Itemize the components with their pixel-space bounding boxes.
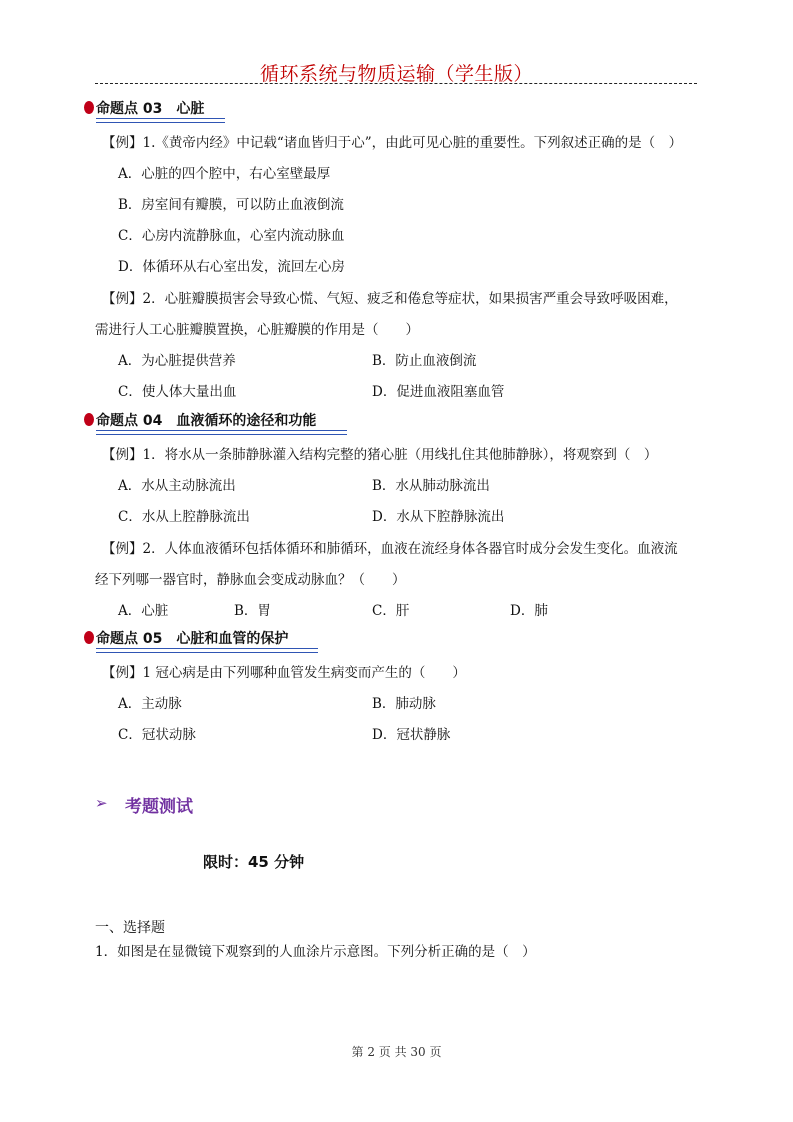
test-question-1: 1．如图是在显微镜下观察到的人血涂片示意图。下列分析正确的是（ ） [95, 944, 536, 960]
question-stem: 【例】1 冠心病是由下列哪种血管发生病变而产生的（ ） [102, 665, 466, 681]
test-section-heading [95, 792, 295, 816]
option-d: D．水从下腔静脉流出 [372, 509, 505, 525]
document-title: 循环系统与物质运输（学生版） [259, 63, 533, 85]
option-a: A．心脏的四个腔中，右心室壁最厚 [118, 166, 331, 182]
question-stem-continued: 需进行人工心脏瓣膜置换，心脏瓣膜的作用是（ ） [95, 322, 419, 338]
option-b: B．胃 [234, 603, 271, 619]
option-c: C．水从上腔静脉流出 [118, 509, 250, 525]
section-heading-04 [84, 410, 364, 434]
section-underline [96, 434, 347, 435]
section-underline [96, 122, 225, 123]
option-b: B．肺动脉 [372, 696, 436, 712]
option-a: A．水从主动脉流出 [118, 478, 236, 494]
option-a: A．为心脏提供营养 [118, 353, 236, 369]
section-title: 命题点 05 心脏和血管的保护 [96, 631, 289, 647]
section-heading-03 [84, 98, 304, 122]
question-stem-continued: 经下列哪一器官时，静脉血会变成动脉血？（ ） [95, 572, 406, 588]
option-b: B．防止血液倒流 [372, 353, 477, 369]
option-a: A．心脏 [118, 603, 169, 619]
option-c: C．心房内流静脉血，心室内流动脉血 [118, 228, 345, 244]
bullet-dot-icon [84, 101, 94, 114]
section-underline [96, 430, 347, 431]
bullet-dot-icon [84, 631, 94, 644]
option-c: C．肝 [372, 603, 410, 619]
option-d: D．冠状静脉 [372, 727, 451, 743]
option-d: D．促进血液阻塞血管 [372, 384, 505, 400]
section-underline [96, 648, 318, 649]
section-underline [96, 652, 318, 653]
section-title: 命题点 04 血液循环的途径和功能 [96, 413, 317, 429]
part-heading: 一、选择题 [95, 920, 165, 936]
test-heading-text: 考题测试 [125, 797, 193, 817]
option-c: C．冠状动脉 [118, 727, 196, 743]
question-stem: 【例】1.《黄帝内经》中记载“诸血皆归于心”，由此可见心脏的重要性。下列叙述正确的是（ ） [102, 135, 683, 151]
question-stem: 【例】2．人体血液循环包括体循环和肺循环，血液在流经身体各器官时成分会发生变化。血液流 [102, 541, 678, 557]
option-d: D．肺 [510, 603, 548, 619]
bullet-dot-icon [84, 413, 94, 426]
title-divider [95, 83, 697, 84]
page-number: 第 2 页 共 30 页 [351, 1045, 442, 1059]
question-stem: 【例】1．将水从一条肺静脉灌入结构完整的猪心脏（用线扎住其他肺静脉），将观察到（ ） [102, 447, 658, 463]
option-b: B．水从肺动脉流出 [372, 478, 490, 494]
time-limit: 限时：45 分钟 [203, 853, 305, 871]
arrow-bullet-icon: ➢ [95, 794, 108, 812]
section-title: 命题点 03 心脏 [96, 101, 205, 117]
section-heading-05 [84, 628, 334, 652]
option-d: D．体循环从右心室出发，流回左心房 [118, 259, 345, 275]
option-c: C．使人体大量出血 [118, 384, 237, 400]
section-underline [96, 118, 225, 119]
question-stem: 【例】2．心脏瓣膜损害会导致心慌、气短、疲乏和倦怠等症状，如果损害严重会导致呼吸困难， [102, 291, 678, 307]
option-a: A．主动脉 [118, 696, 182, 712]
option-b: B．房室间有瓣膜，可以防止血液倒流 [118, 197, 344, 213]
